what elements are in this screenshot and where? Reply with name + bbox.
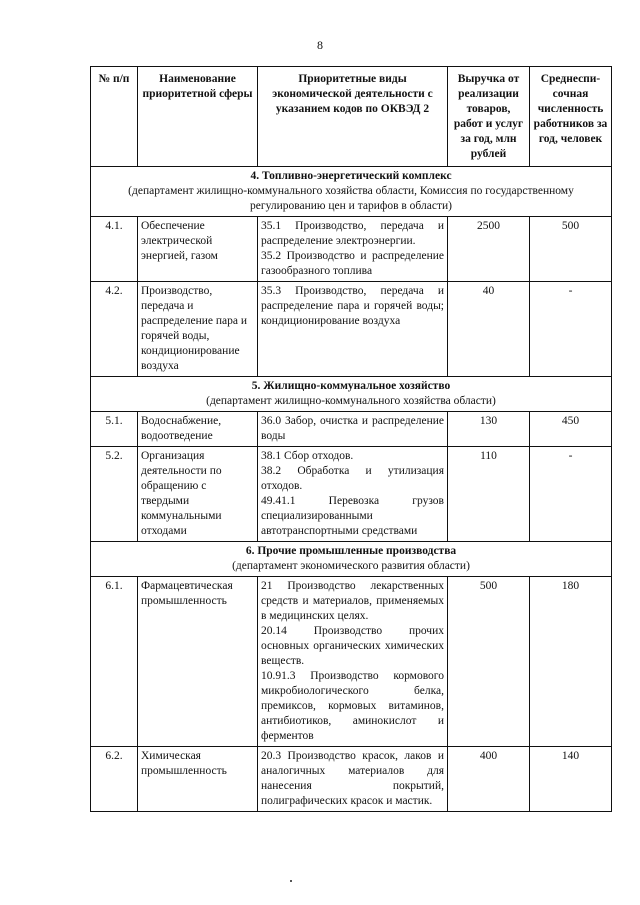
row-staff: - (530, 447, 612, 542)
section-header (91, 167, 612, 217)
section-subtitle: (департамент жилищно-коммунального хозяйства области, Комиссия по государственному регулированию цен и тарифов в области) (128, 185, 574, 212)
section-title: 4. Топливно-энергетический комплекс (250, 170, 452, 182)
table-body (91, 167, 612, 812)
table-row (91, 412, 612, 447)
row-sphere: Фармацевтическая промышленность (138, 577, 258, 747)
section-header-row (91, 377, 612, 412)
row-number: 5.2. (91, 447, 138, 542)
row-revenue: 110 (448, 447, 530, 542)
section-title: 6. Прочие промышленные производства (245, 545, 457, 557)
section-header (91, 377, 612, 412)
header-staff: Среднеспи-сочная численность работников за год, человек (530, 67, 612, 167)
section-header-row (91, 167, 612, 217)
row-revenue: 500 (448, 577, 530, 747)
row-revenue: 40 (448, 282, 530, 377)
table-row (91, 577, 612, 747)
row-kinds: 35.1 Производство, передача и распределение электроэнергии. 35.2 Производство и распределение газообразного топлива (258, 217, 448, 282)
row-staff: 180 (530, 577, 612, 747)
row-sphere: Химическая промышленность (138, 747, 258, 812)
row-staff: 450 (530, 412, 612, 447)
row-kinds: 20.3 Производство красок, лаков и аналогичных материалов для нанесения покрытий, полиграфических красок и мастик. (258, 747, 448, 812)
header-revenue: Выручка от реализации товаров, работ и услуг за год, млн рублей (448, 67, 530, 167)
table-header-row (91, 67, 612, 167)
row-revenue: 2500 (448, 217, 530, 282)
header-sphere: Наименование приоритетной сферы (138, 67, 258, 167)
header-num: № п/п (91, 67, 138, 167)
row-sphere: Обеспечение электрической энергией, газом (138, 217, 258, 282)
row-staff: - (530, 282, 612, 377)
priority-table (90, 66, 612, 812)
section-subtitle: (департамент экономического развития области) (232, 560, 470, 572)
row-staff: 500 (530, 217, 612, 282)
section-header (91, 542, 612, 577)
section-header-row (91, 542, 612, 577)
row-number: 4.2. (91, 282, 138, 377)
row-number: 6.1. (91, 577, 138, 747)
row-staff: 140 (530, 747, 612, 812)
page-number: 8 (317, 38, 323, 52)
scan-speck (290, 880, 292, 882)
row-number: 5.1. (91, 412, 138, 447)
table-row (91, 747, 612, 812)
header-kinds: Приоритетные виды экономической деятельности с указанием кодов по ОКВЭД 2 (258, 67, 448, 167)
row-sphere: Организация деятельности по обращению с твердыми коммунальными отходами (138, 447, 258, 542)
row-revenue: 400 (448, 747, 530, 812)
row-number: 4.1. (91, 217, 138, 282)
row-kinds: 35.3 Производство, передача и распределение пара и горячей воды; кондиционирование воздуха (258, 282, 448, 377)
table-row (91, 217, 612, 282)
section-subtitle: (департамент жилищно-коммунального хозяйства области) (206, 395, 496, 407)
table-row (91, 282, 612, 377)
row-kinds: 36.0 Забор, очистка и распределение воды (258, 412, 448, 447)
row-sphere: Производство, передача и распределение пара и горячей воды, кондиционирование воздуха (138, 282, 258, 377)
row-number: 6.2. (91, 747, 138, 812)
row-sphere: Водоснабжение, водоотведение (138, 412, 258, 447)
row-revenue: 130 (448, 412, 530, 447)
row-kinds: 21 Производство лекарственных средств и материалов, применяемых в медицинских целях. 20.14 Производство прочих основных органических химических веществ. 10.91.3 Производство кормового микробиологического белка, премиксов, кормовых витаминов, антибиотиков, аминокислот и ферментов (258, 577, 448, 747)
table-row (91, 447, 612, 542)
section-title: 5. Жилищно-коммунальное хозяйство (251, 380, 451, 392)
row-kinds: 38.1 Сбор отходов. 38.2 Обработка и утилизация отходов. 49.41.1 Перевозка грузов специализированными автотранспортными средствами (258, 447, 448, 542)
